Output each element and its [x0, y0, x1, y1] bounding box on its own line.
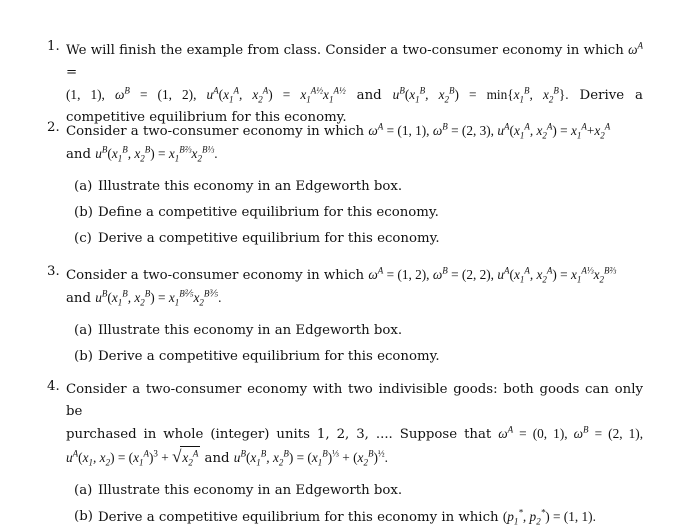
- problem-1-line-1: We will finish the example from class. Consider a two-consumer economy in which $\omega^A$ =: [66, 40, 643, 80]
- problem-2-line-1: Consider a two-consumer economy in which $\omega^A = (1$, 1), $\omega^B = (2$, 3), $u^A(x_1^A$, $x_2^A) = x_1^A+x_2^A$: [66, 121, 611, 141]
- problem-3-line-2: and $u^B(x_1^B$, $x_2^B) = x_1^{B\frac{2}{5}}x_2^{B\frac{3}{5}}$.: [66, 288, 222, 308]
- problem-4-line-1: Consider a two-consumer economy with two indivisible goods: both goods can only be: [66, 382, 643, 419]
- problem-4-item-b: (b) Derive a competitive equilibrium for this economy in which ($p_1^*$, $p_2^*) = (1$, 1).: [74, 507, 596, 527]
- problem-number: 3.: [47, 264, 60, 279]
- problem-4-line-3: $u^A(x_1$, $x_2) = (x_1^A)^3 + √x_2^A$ and $u^B(x_1^B$, $x_2^B) = (x_1^B)^{\frac{1}{3}} + (x_2^B)^{\frac{1}{2}}$.: [66, 447, 388, 468]
- problem-2-line-2: and $u^B(x_1^B$, $x_2^B) = x_1^{B\frac{2}{3}}x_2^{B\frac{1}{3}}$.: [66, 144, 218, 164]
- problem-1-line-2: (1, 1), $\omega^B = (1$, 2), $u^A(x_1^A$, $x_2^A) = x_1^{A\frac{1}{2}}x_1^{A\frac{1}{2}}$ and $u^B(x_1^B$, $x_2^B) = \min\{x_1^B$, $x_2^B$}. Derive a: [66, 85, 643, 105]
- problem-2-item-b: (b) Define a competitive equilibrium for this economy.: [74, 205, 439, 220]
- problem-4-item-a: (a) Illustrate this economy in an Edgeworth box.: [74, 483, 403, 498]
- problem-4-line-2: purchased in whole (integer) units 1, 2, 3, .... Suppose that $\omega^A = (0$, 1), $\omega^B = (2$, 1),: [66, 424, 644, 442]
- problem-2-item-c: (c) Derive a competitive equilibrium for this economy.: [74, 231, 440, 246]
- problem-number: 2.: [47, 120, 60, 135]
- problem-1-line-3: competitive equilibrium for this economy.: [66, 110, 347, 125]
- problem-number: 4.: [47, 379, 60, 394]
- problem-3-item-a: (a) Illustrate this economy in an Edgeworth box.: [74, 323, 403, 338]
- problem-2: [47, 120, 643, 250]
- problem-2-item-a: (a) Illustrate this economy in an Edgeworth box.: [74, 179, 403, 194]
- problem-3-item-b: (b) Derive a competitive equilibrium for this economy.: [74, 349, 440, 364]
- problem-3: [47, 264, 643, 368]
- problem-1: [47, 39, 643, 129]
- problem-3-line-1: Consider a two-consumer economy in which $\omega^A = (1$, 2), $\omega^B = (2$, 2), $u^A(x_1^A$, $x_2^A) = x_1^{A\frac{1}{3}}x_2^{B\frac{2}{3}}$: [66, 265, 617, 285]
- problem-number: 1.: [47, 39, 60, 54]
- problem-4: [47, 379, 643, 529]
